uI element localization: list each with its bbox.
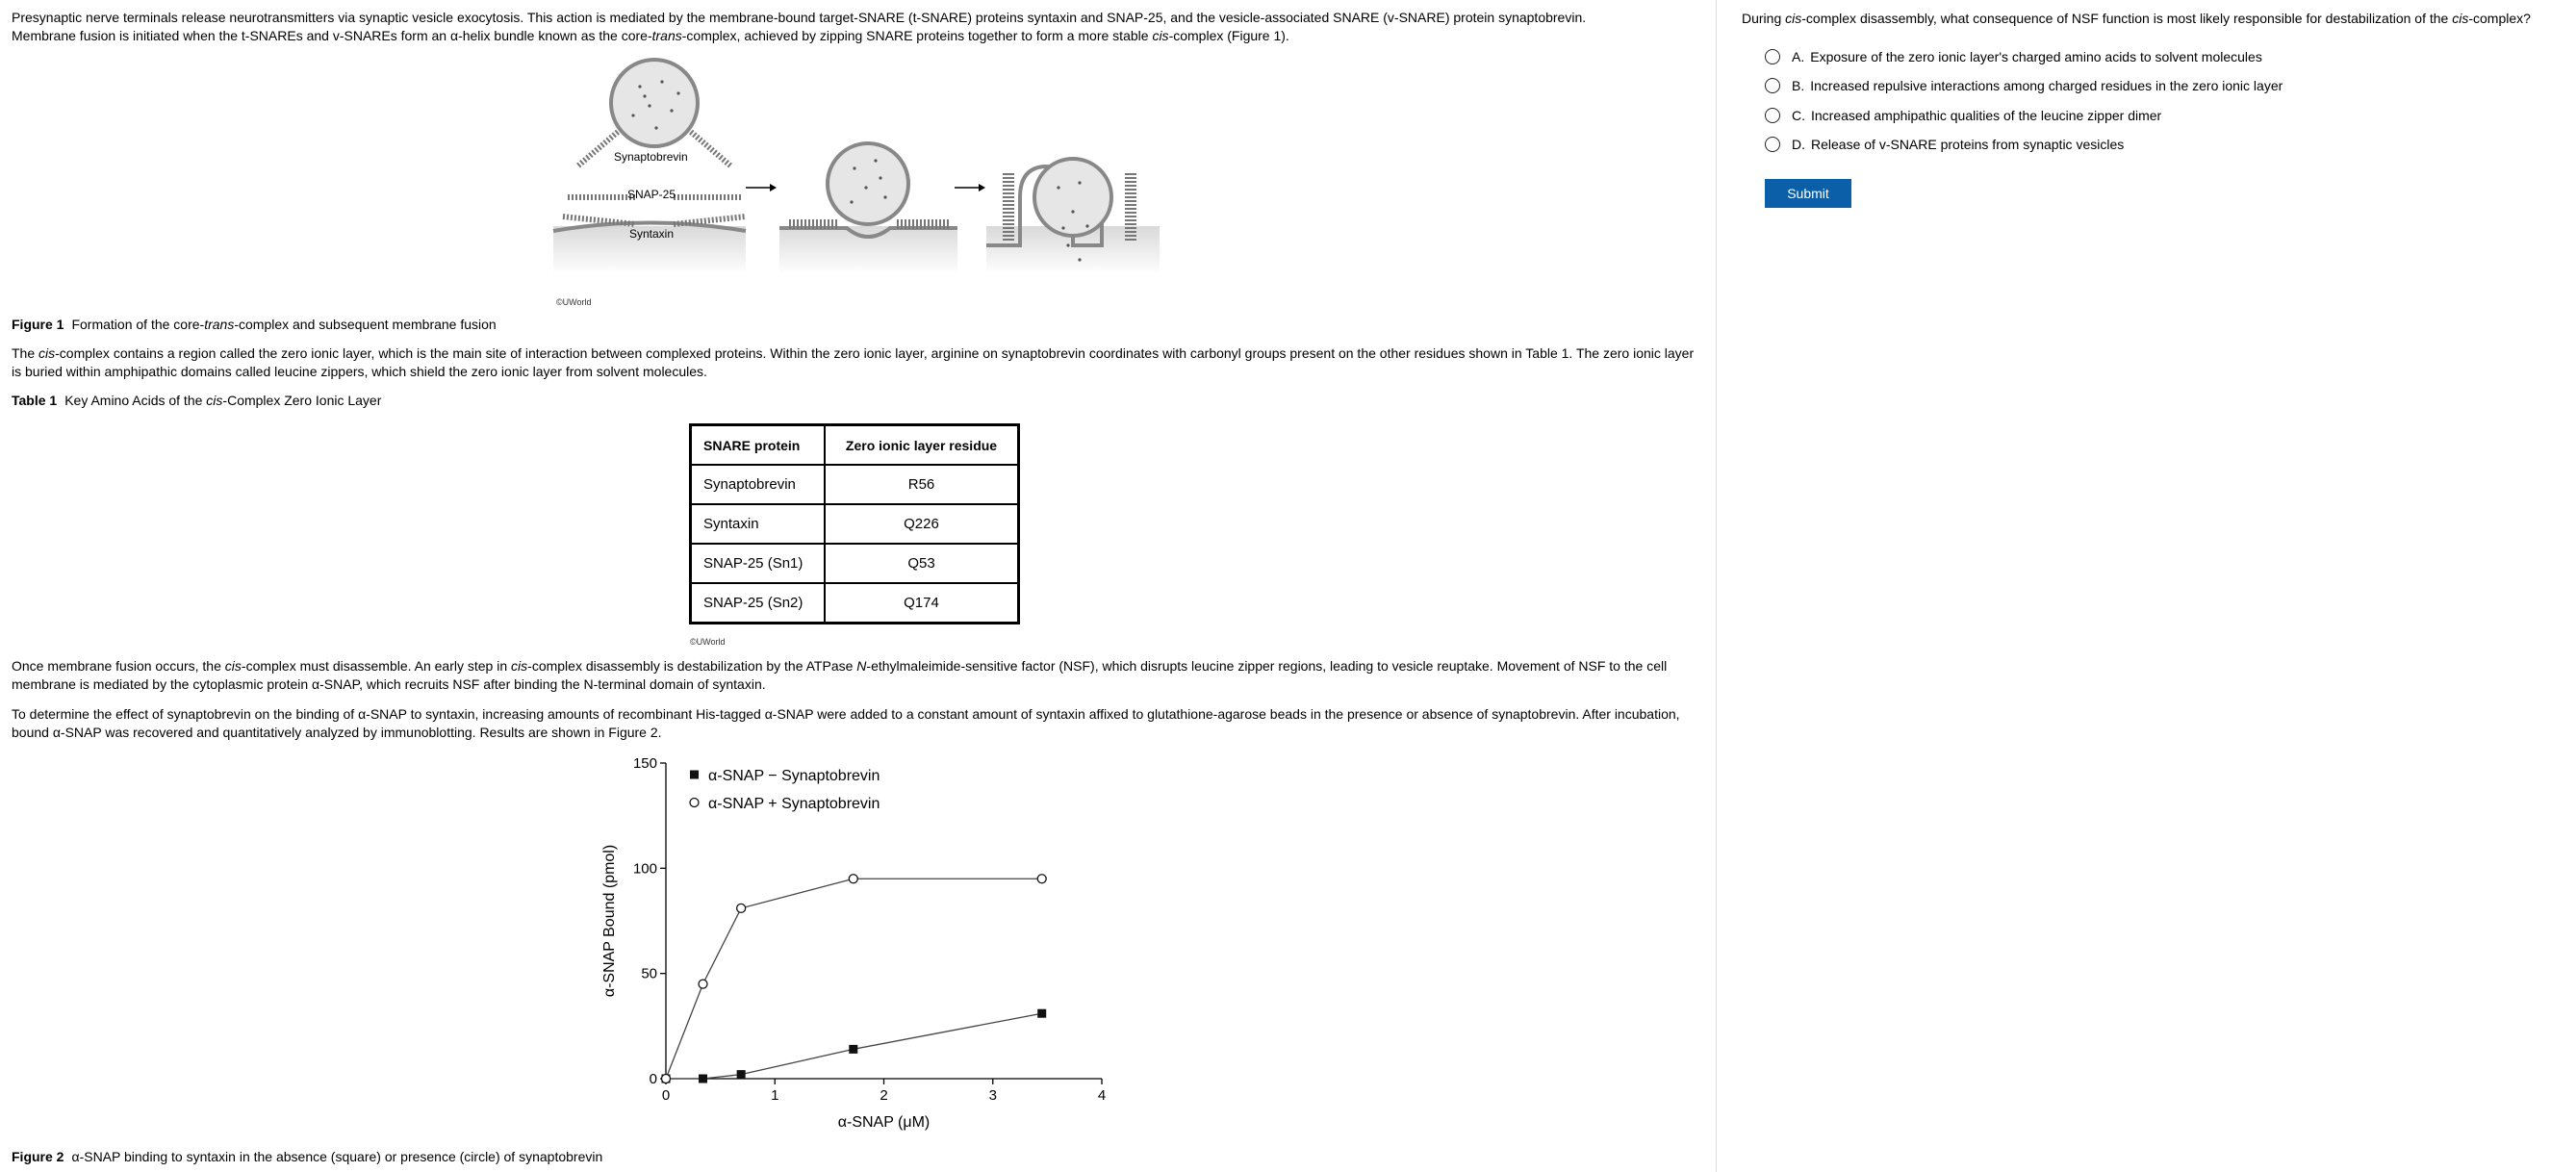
table-cell: Q53 (825, 544, 1019, 583)
answer-option-b[interactable] (1765, 78, 2283, 93)
figure-2-chart (577, 751, 1135, 1145)
radio-button[interactable] (1765, 108, 1780, 123)
fig1-label-syntaxin: Syntaxin (629, 227, 675, 241)
option-letter: C. (1792, 108, 1805, 123)
option-text: Increased repulsive interactions among charged residues in the zero ionic layer (1810, 78, 2283, 93)
y-tick-label: 50 (641, 965, 657, 982)
table-header-snare-protein: SNARE protein (691, 425, 826, 466)
question-pane (1718, 0, 2576, 1172)
fig1-label-synaptobrevin: Synaptobrevin (614, 150, 688, 164)
table-row (691, 583, 1019, 624)
radio-button[interactable] (1765, 49, 1780, 64)
fig1-panel-1 (553, 60, 746, 274)
x-tick-label: 4 (1097, 1087, 1107, 1104)
arrow-icon (979, 184, 985, 191)
table-cell: Syntaxin (691, 504, 826, 544)
option-text: Release of v-SNARE proteins from synaptic vesicles (1811, 137, 2125, 152)
option-text: Exposure of the zero ionic layer's charged amino acids to solvent molecules (1810, 49, 2262, 64)
x-axis-label: α-SNAP (μM) (837, 1114, 931, 1131)
y-axis-label: α-SNAP Bound (pmol) (601, 844, 618, 998)
table-cell: Q174 (825, 583, 1019, 624)
legend-marker-circle (690, 799, 699, 807)
submit-button[interactable]: Submit (1765, 179, 1851, 208)
data-point-square (737, 1070, 746, 1079)
y-tick-label: 150 (632, 755, 657, 772)
data-point-square (849, 1045, 857, 1054)
figure-1-caption: Figure 1 Formation of the core-trans-complex and subsequent membrane fusion (12, 317, 497, 332)
legend-label: α-SNAP − Synaptobrevin (708, 768, 880, 784)
x-tick-label: 2 (880, 1087, 888, 1104)
figure-1-copyright: ©UWorld (556, 297, 592, 307)
data-point-circle (699, 980, 707, 988)
fig1-label-snap25: SNAP-25 (627, 188, 676, 201)
x-tick-label: 1 (771, 1087, 779, 1104)
answer-option-c[interactable] (1765, 108, 2161, 123)
question-stem: During cis-complex disassembly, what consequence of NSF function is most likely responsible for destabilization of the cis-complex? (1742, 11, 2531, 26)
fig1-panel-2 (779, 143, 957, 274)
table-header-row (691, 425, 1019, 466)
arrow-icon (770, 184, 777, 191)
passage-paragraph-1: Presynaptic nerve terminals release neurotransmitters via synaptic vesicle exocytosis. This action is mediated by the membrane-bound target-SNARE (t-SNARE) proteins syntaxin and SNAP-25, and the vesicle-associated SNARE (v-SNARE) protein synaptobrevin. Membrane fusion is initiated when the t-SNAREs and v-SNAREs form an α-helix bundle known as the core-trans-complex, achieved by zipping SNARE proteins together to form a more stable cis-complex (Figure 1). (12, 10, 1587, 43)
data-point-circle (662, 1075, 671, 1083)
option-letter: A. (1792, 49, 1805, 64)
table-1-caption: Table 1 Key Amino Acids of the cis-Complex Zero Ionic Layer (12, 393, 382, 408)
passage-paragraph-4: To determine the effect of synaptobrevin on the binding of α-SNAP to syntaxin, increasing amounts of recombinant His-tagged α-SNAP were added to a constant amount of syntaxin affixed to glutathione-agarose beads in the presence or absence of synaptobrevin. After incubation, bound α-SNAP was recovered and quantitatively analyzed by immunoblotting. Results are shown in Figure 2. (12, 706, 1680, 740)
table-row (691, 465, 1019, 504)
data-point-square (699, 1075, 707, 1083)
y-tick-label: 100 (632, 860, 657, 878)
legend-label: α-SNAP + Synaptobrevin (708, 796, 880, 812)
data-point-circle (849, 875, 857, 883)
table-cell: Synaptobrevin (691, 465, 826, 504)
figure-2-caption: Figure 2 α-SNAP binding to syntaxin in the absence (square) or presence (circle) of synaptobrevin (12, 1149, 603, 1164)
data-point-square (1037, 1009, 1046, 1018)
table-cell: Q226 (825, 504, 1019, 544)
option-letter: D. (1792, 137, 1805, 152)
data-point-circle (737, 904, 746, 912)
x-tick-label: 0 (661, 1087, 671, 1104)
table-cell: SNAP-25 (Sn1) (691, 544, 826, 583)
x-tick-label: 3 (988, 1087, 997, 1104)
radio-button[interactable] (1765, 78, 1780, 93)
data-point-circle (1037, 875, 1046, 883)
figure-1-illustration (548, 53, 1164, 318)
radio-button[interactable] (1765, 137, 1780, 152)
legend-marker-square (690, 771, 699, 779)
table-1 (689, 423, 1020, 624)
passage-paragraph-2: The cis-complex contains a region called the zero ionic layer, which is the main site of interaction between complexed proteins. Within the zero ionic layer, arginine on synaptobrevin coordinates with carbonyl groups present on the other residues shown in Table 1. The zero ionic layer is buried within amphipathic domains called leucine zippers, which shield the zero ionic layer from solvent molecules. (12, 345, 1695, 379)
table-header-residue: Zero ionic layer residue (825, 425, 1019, 466)
option-text: Increased amphipathic qualities of the leucine zipper dimer (1811, 108, 2162, 123)
table-row (691, 504, 1019, 544)
answer-option-d[interactable] (1765, 137, 2124, 152)
passage-paragraph-3: Once membrane fusion occurs, the cis-complex must disassemble. An early step in cis-complex disassembly is destabilization by the ATPase N-ethylmaleimide-sensitive factor (NSF), which disrupts leucine zipper regions, leading to vesicle reuptake. Movement of NSF to the cell membrane is mediated by the cytoplasmic protein α-SNAP, which recruits NSF after binding the N-terminal domain of syntaxin. (12, 658, 1668, 692)
table-1-copyright: ©UWorld (690, 637, 726, 647)
y-tick-label: 0 (649, 1071, 657, 1087)
answer-option-a[interactable] (1765, 49, 2262, 64)
table-cell: SNAP-25 (Sn2) (691, 583, 826, 624)
table-row (691, 544, 1019, 583)
fig1-panel-3 (986, 159, 1160, 274)
option-letter: B. (1792, 78, 1805, 93)
table-cell: R56 (825, 465, 1019, 504)
